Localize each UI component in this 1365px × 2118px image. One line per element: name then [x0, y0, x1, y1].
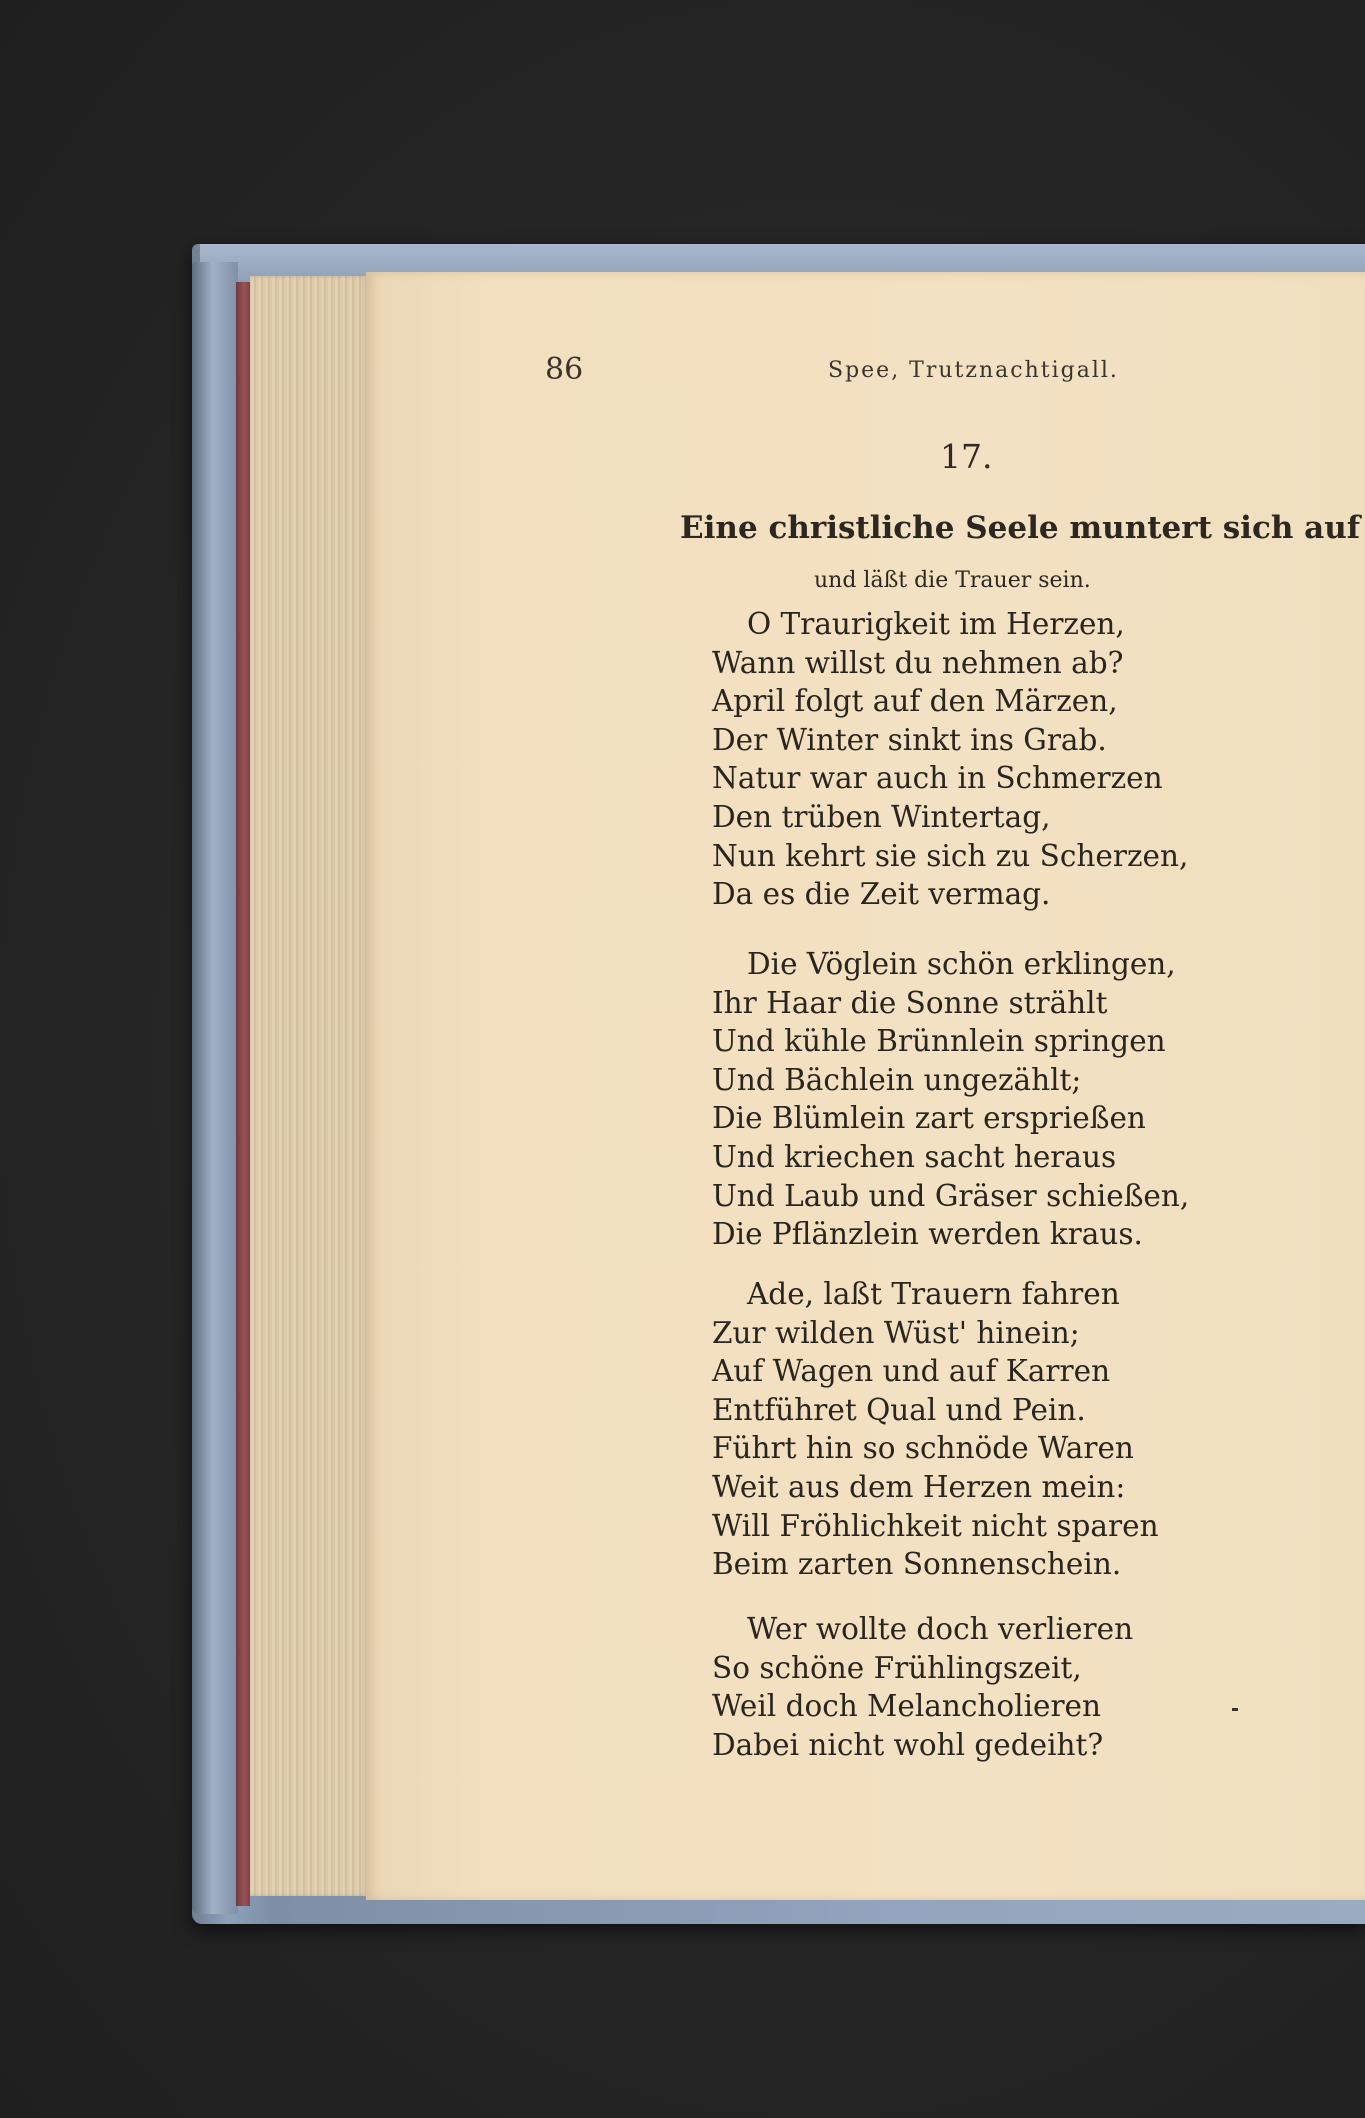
- poem-subtitle: und läßt die Trauer sein.: [814, 568, 1091, 593]
- page-edges: [250, 276, 368, 1896]
- running-title: Spee, Trutznachtigall.: [828, 358, 1119, 383]
- stanza-1: [712, 605, 1188, 914]
- book-spine: [192, 262, 238, 1914]
- poem-line: Beim zarten Sonnenschein.: [712, 1547, 1122, 1582]
- poem-line: Und Laub und Gräser schießen,: [712, 1178, 1190, 1213]
- poem-line: Und kriechen sacht heraus: [712, 1139, 1117, 1174]
- poem-line: Die Blümlein zart ersprießen: [712, 1101, 1146, 1136]
- poem-line: Und Bächlein ungezählt;: [712, 1062, 1082, 1097]
- poem-line: Wer wollte doch verlieren: [747, 1612, 1134, 1646]
- poem-line: Zur wilden Wüst' hinein;: [712, 1315, 1080, 1350]
- poem-line: Führt hin so schnöde Waren: [712, 1431, 1134, 1466]
- board-edge: [236, 282, 250, 1906]
- poem-line: Und kühle Brünnlein springen: [712, 1024, 1166, 1059]
- poem-line: Dabei nicht wohl gedeiht?: [712, 1727, 1104, 1762]
- poem-line: So schöne Frühlingszeit,: [712, 1650, 1082, 1685]
- poem-line: April folgt auf den Märzen,: [712, 684, 1118, 719]
- poem-line: Nun kehrt sie sich zu Scherzen,: [712, 838, 1189, 873]
- poem-line: Auf Wagen und auf Karren: [712, 1354, 1111, 1389]
- poem-line: Weit aus dem Herzen mein:: [712, 1469, 1126, 1504]
- poem-line: Entführet Qual und Pein.: [712, 1392, 1086, 1427]
- poem-line: Der Winter sinkt ins Grab.: [712, 722, 1107, 757]
- poem-line: Wann willst du nehmen ab?: [712, 645, 1124, 680]
- poem-line: Ade, laßt Trauern fahren: [747, 1277, 1120, 1311]
- poem-line: O Traurigkeit im Herzen,: [747, 607, 1125, 641]
- poem-line: Natur war auch in Schmerzen: [712, 761, 1163, 796]
- poem-line: Will Fröhlichkeit nicht sparen: [712, 1508, 1159, 1543]
- poem-line: Die Pflänzlein werden kraus.: [712, 1217, 1143, 1252]
- poem-line: Die Vöglein schön erklingen,: [747, 947, 1176, 981]
- poem-line: Da es die Zeit vermag.: [712, 877, 1051, 912]
- poem-title: Eine christliche Seele muntert sich auf: [680, 510, 1361, 546]
- poem-line: Den trüben Wintertag,: [712, 799, 1051, 834]
- stanza-4: [712, 1610, 1133, 1764]
- stanza-2: [712, 945, 1189, 1254]
- page-number: 86: [545, 352, 584, 387]
- poem-number: 17.: [940, 437, 993, 476]
- poem-line: Weil doch Melancholieren: [712, 1689, 1102, 1724]
- page-mark: [1232, 1708, 1238, 1711]
- stanza-3: [712, 1275, 1159, 1584]
- poem-line: Ihr Haar die Sonne strählt: [712, 985, 1108, 1020]
